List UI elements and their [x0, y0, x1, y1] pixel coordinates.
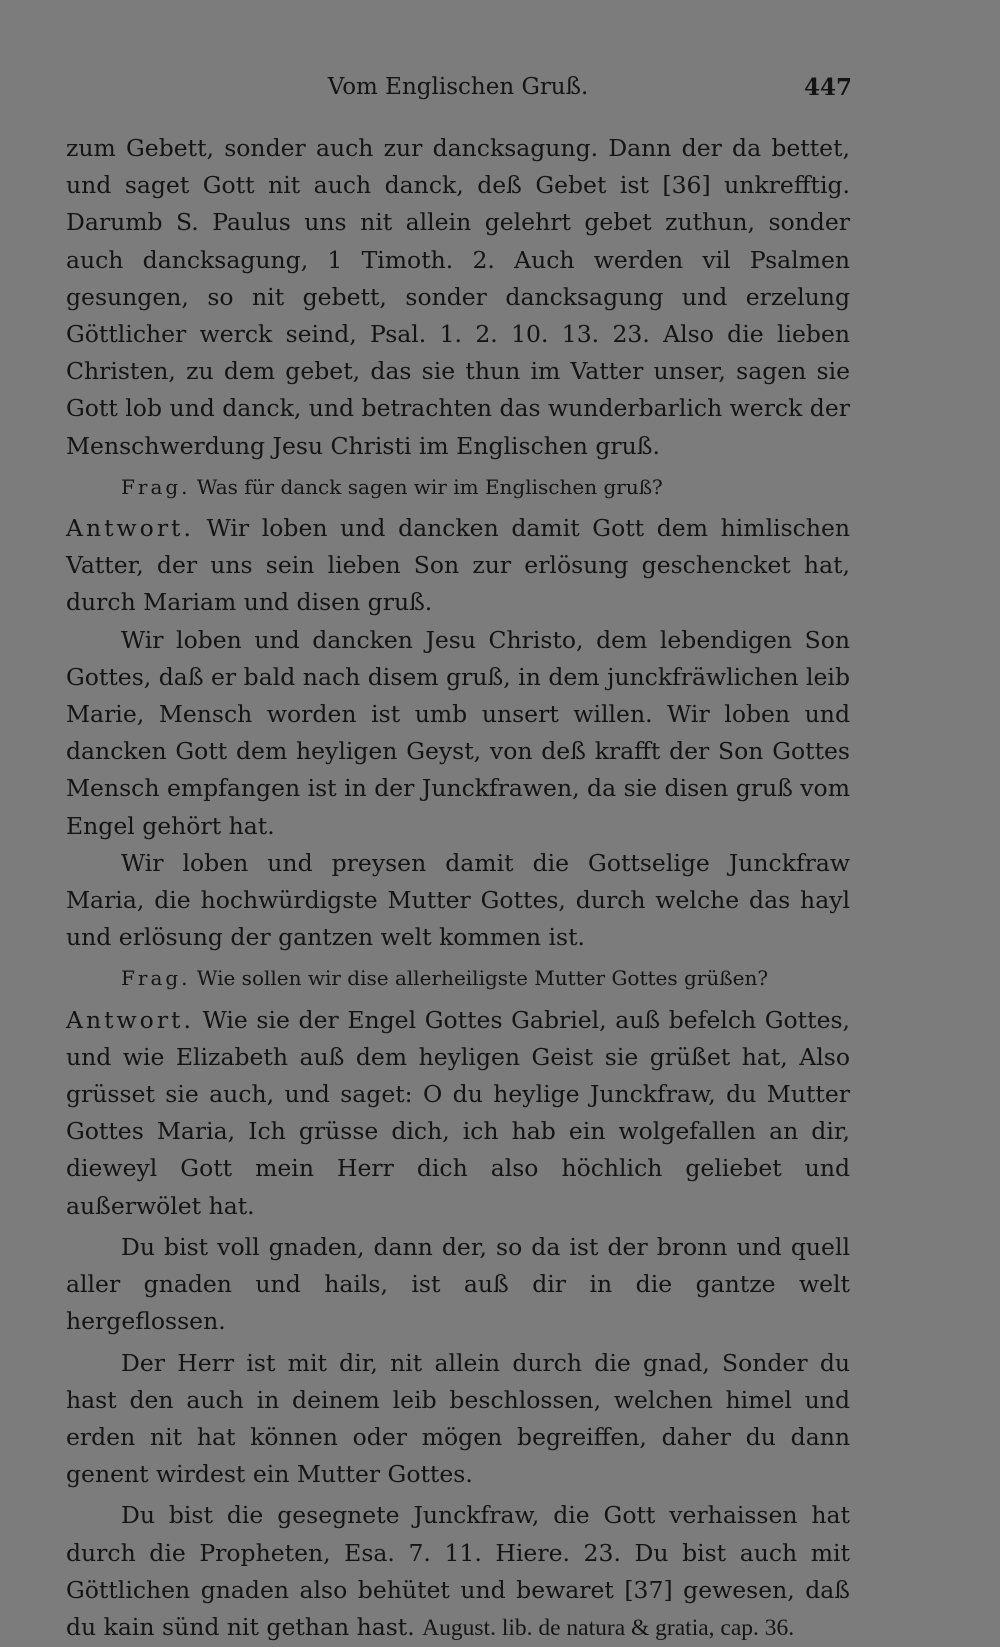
page-header [66, 74, 850, 110]
answer-label: Antwort. [66, 514, 194, 543]
answer-text: Wie sie der Engel Gottes Gabriel, auß befelch Gottes, und wie Elizabeth auß dem heyligen Geist sie grüßet hat, Also grüsset sie auch, und saget: O du heylige Junckfraw, du Mutter Gottes Maria, Ich grüsse dich, ich hab ein wolgefallen an dir, dieweyl Gott mein Herr dich also höchlich geliebet und außerwölet hat. [66, 1005, 850, 1220]
page-number: 447 [803, 74, 852, 101]
paragraph-praise-christ: Wir loben und dancken Jesu Christo, dem lebendigen Son Gottes, daß er bald nach disem gruß, in dem junckfräwlichen leib Marie, Mensch worden ist umb unsert willen. Wir loben und dancken Gott dem heyligen Geyst, von deß krafft der Son Gottes Mensch empfangen ist in der Junckfrawen, da sie disen gruß vom Engel gehört hat. [66, 625, 850, 840]
question-text: Wie sollen wir dise allerheiligste Mutter Gottes grüßen? [190, 966, 769, 991]
paragraph-full-of-grace: Du bist voll gnaden, dann der, so da ist der bronn und quell aller gnaden und hails, ist auß dir in die gantze welt hergeflossen. [66, 1232, 850, 1336]
running-title: Vom Englischen Gruß. [327, 74, 589, 100]
question-1 [66, 469, 850, 506]
paragraph-blessed-virgin [66, 1497, 850, 1647]
answer-1 [66, 510, 850, 622]
question-label: Frag. [121, 474, 191, 499]
paragraph-text: Du bist die gesegnete Junckfraw, die Gott verhaissen hat durch die Propheten, Esa. 7. 11. Hiere. 23. Du bist auch mit Göttlichen gnaden also behütet und bewaret [37] gewesen, daß du kain sünd nit gethan hast. [66, 1501, 850, 1641]
answer-2 [66, 1002, 850, 1225]
body-text [66, 130, 850, 1647]
paragraph-intro: zum Gebett, sonder auch zur dancksagung. Dann der da bettet, und saget Gott nit auch danck, deß Gebet ist [36] unkrefftig. Darumb S. Paulus uns nit allein gelehrt gebet zuthun, sonder auch dancksagung, 1 Timoth. 2. Auch werden vil Psalmen gesungen, so nit gebett, sonder dancksagung und erzelung Göttlicher werck seind, Psal. 1. 2. 10. 13. 23. Also die lieben Christen, zu dem gebet, das sie thun im Vatter unser, sagen sie Gott lob und danck, und betrachten das wunderbarlich werck der Menschwerdung Jesu Christi im Englischen gruß. [66, 134, 850, 460]
question-text: Was für danck sagen wir im Englischen gruß? [190, 474, 663, 499]
question-label: Frag. [121, 966, 191, 991]
answer-text: Wir loben und dancken damit Gott dem himlischen Vatter, der uns sein lieben Son zur erlösung geschencket hat, durch Mariam und disen gruß. [66, 514, 850, 617]
question-2 [66, 960, 850, 997]
paragraph-praise-mary: Wir loben und preysen damit die Gottselige Junckfraw Maria, die hochwürdigste Mutter Gottes, durch welche das hayl und erlösung der gantzen welt kommen ist. [66, 848, 850, 952]
citation-latin: August. lib. de natura & gratia, cap. 36. [422, 1614, 795, 1641]
answer-label: Antwort. [66, 1005, 194, 1034]
paragraph-lord-with-thee: Der Herr ist mit dir, nit allein durch die gnad, Sonder du hast den auch in deinem leib beschlossen, welchen himel und erden nit hat können oder mögen begreiffen, daher du dann genent wirdest ein Mutter Gottes. [66, 1348, 850, 1489]
